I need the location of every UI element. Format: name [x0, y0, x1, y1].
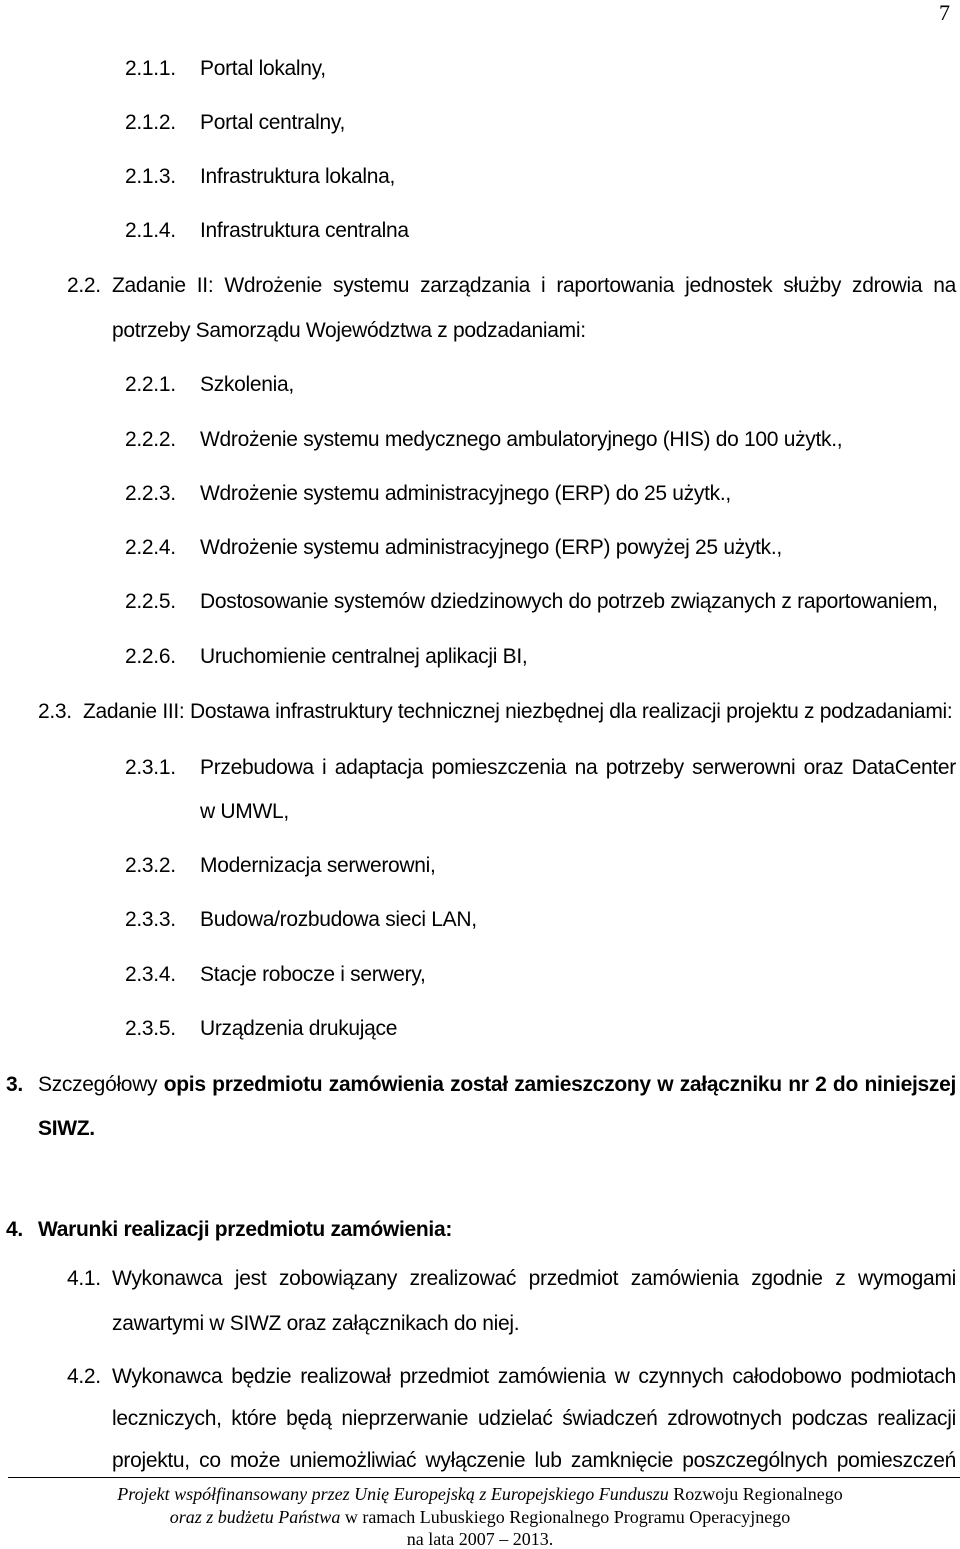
item-number: 2.2.4.	[125, 536, 176, 559]
item-text: Portal lokalny,	[200, 57, 326, 80]
item-number: 2.2.1.	[125, 373, 176, 396]
item-text-cont: zawartymi w SIWZ oraz załącznikach do niej.	[112, 1312, 520, 1335]
footer-line-1	[0, 1484, 960, 1504]
item-text: Modernizacja serwerowni,	[200, 854, 436, 877]
item-text: Urządzenia drukujące	[200, 1017, 398, 1040]
section3-cont: SIWZ.	[38, 1117, 95, 1140]
item-text-cont: w UMWL,	[200, 800, 289, 823]
section-heading: Zadanie II: Wdrożenie systemu zarządzania i raportowania jednostek służby zdrowia na	[112, 274, 956, 297]
footer-italic: oraz z budżetu Państwa	[169, 1507, 341, 1527]
section3-bold: opis przedmiotu zamówienia został zamieszczony w załączniku nr 2 do niniejszej	[163, 1073, 956, 1096]
item-number: 2.2.2.	[125, 428, 176, 451]
footer-line-3: na lata 2007 – 2013.	[406, 1529, 554, 1549]
item-number: 2.3.1.	[125, 756, 176, 779]
section-number: 2.2.	[67, 274, 101, 297]
section-heading-cont: potrzeby Samorządu Województwa z podzadaniami:	[112, 319, 586, 342]
item-text: Przebudowa i adaptacja pomieszczenia na potrzeby serwerowni oraz DataCenter	[200, 756, 956, 779]
item-text: Stacje robocze i serwery,	[200, 963, 426, 986]
section3-line	[38, 1071, 956, 1099]
item-text-cont: leczniczych, które będą nieprzerwanie udzielać świadczeń zdrowotnych podczas realizacji	[112, 1407, 956, 1430]
item-text: Dostosowanie systemów dziedzinowych do potrzeb związanych z raportowaniem,	[200, 590, 938, 613]
section4-title: Warunki realizacji przedmiotu zamówienia:	[38, 1218, 453, 1241]
item-number: 2.2.3.	[125, 482, 176, 505]
item-number: 2.1.3.	[125, 165, 176, 188]
item-number: 2.2.6.	[125, 645, 176, 668]
footer-plain: w ramach Lubuskiego Regionalnego Programu Operacyjnego	[344, 1507, 791, 1527]
item-number: 4.2.	[67, 1365, 101, 1388]
item-text-cont: projektu, co może uniemożliwiać wyłączenie lub zamknięcie poszczególnych pomieszczeń	[112, 1449, 956, 1472]
item-number: 2.1.4.	[125, 219, 176, 242]
item-number: 2.3.3.	[125, 908, 176, 931]
item-text: Wdrożenie systemu administracyjnego (ERP) do 25 użytk.,	[200, 482, 731, 505]
item-text: Wdrożenie systemu administracyjnego (ERP) powyżej 25 użytk.,	[200, 536, 782, 559]
item-text: Wdrożenie systemu medycznego ambulatoryjnego (HIS) do 100 użytk.,	[200, 428, 843, 451]
item-number: 4.1.	[67, 1267, 101, 1290]
item-number: 2.2.5.	[125, 590, 176, 613]
section3-plain: Szczegółowy	[38, 1073, 158, 1096]
item-number: 2.3.4.	[125, 963, 176, 986]
footer-italic: Projekt współfinansowany przez Unię Europejską z Europejskiego Funduszu	[117, 1484, 669, 1504]
section-number: 4.	[6, 1218, 23, 1241]
footer-rule	[8, 1477, 960, 1478]
item-number: 2.1.2.	[125, 111, 176, 134]
item-text: Wykonawca będzie realizował przedmiot zamówienia w czynnych całodobowo podmiotach	[112, 1365, 956, 1388]
item-number: 2.3.2.	[125, 854, 176, 877]
section-number: 3.	[6, 1073, 23, 1096]
item-text: Infrastruktura centralna	[200, 219, 409, 242]
page-number: 7	[939, 0, 950, 25]
item-text: Uruchomienie centralnej aplikacji BI,	[200, 645, 528, 668]
footer-plain: Rozwoju Regionalnego	[673, 1484, 843, 1504]
item-text: Infrastruktura lokalna,	[200, 165, 396, 188]
item-text: Szkolenia,	[200, 373, 294, 396]
section-number: 2.3.	[38, 700, 72, 723]
item-text: Wykonawca jest zobowiązany zrealizować przedmiot zamówienia zgodnie z wymogami	[112, 1267, 956, 1290]
footer-line-2	[0, 1507, 960, 1527]
item-number: 2.1.1.	[125, 57, 176, 80]
item-text: Budowa/rozbudowa sieci LAN,	[200, 908, 477, 931]
item-text: Portal centralny,	[200, 111, 346, 134]
item-number: 2.3.5.	[125, 1017, 176, 1040]
section-heading: Zadanie III: Dostawa infrastruktury technicznej niezbędnej dla realizacji projektu z podzadaniami:	[83, 700, 953, 723]
